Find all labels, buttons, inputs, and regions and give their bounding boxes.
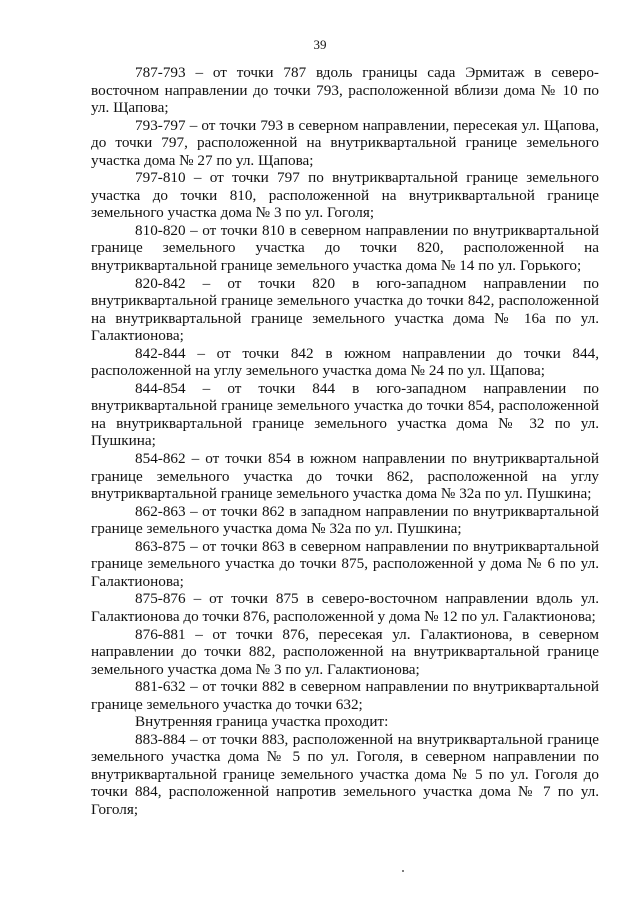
segment-810-820: 810-820 – от точки 810 в северном направлении по внутриквартальной границе земельного участка до точки 820, расположенной на внутриквартальной границе земельного участка дома № 14 по ул. Горького; <box>91 221 599 275</box>
segment-797-810: 797-810 – от точки 797 по внутриквартальной границе земельного участка до точки 810, расположенной на внутриквартальной границе земельного участка дома № 3 по ул. Гоголя; <box>91 169 599 222</box>
segment-875-876: 875-876 – от точки 875 в северо-восточном направлении вдоль ул. Галактионова до точки 876, расположенной у дома № 12 по ул. Галактионова; <box>91 590 599 625</box>
segment-842-844: 842-844 – от точки 842 в южном направлении до точки 844, расположенной на углу земельного участка дома № 24 по ул. Щапова; <box>91 344 599 380</box>
page-number: 39 <box>313 37 327 52</box>
segment-883-884: 883-884 – от точки 883, расположенной на внутриквартальной границе земельного участка дома № 5 по ул. Гоголя, в северном направлении по внутриквартальной границе земельного участка дома № 5 по ул. Гоголя до точки 884, расположенной напротив земельного участка дома № 7 по ул. Гоголя; <box>91 730 599 818</box>
segment-881-632: 881-632 – от точки 882 в северном направлении по внутриквартальной границе земельного участка до точки 632; <box>91 678 599 713</box>
scan-speck <box>402 870 404 872</box>
segment-854-862: 854-862 – от точки 854 в южном направлении по внутриквартальной границе земельного участка до точки 862, расположенной на углу внутриквартальной границе земельного участка дома № 32а по ул. Пушкина; <box>91 450 599 503</box>
segment-862-863: 862-863 – от точки 862 в западном направлении по внутриквартальной границе земельного участка дома № 32а по ул. Пушкина; <box>91 502 599 538</box>
segment-793-797: 793-797 – от точки 793 в северном направлении, пересекая ул. Щапова, до точки 797, расположенной на внутриквартальной границе земельного участка дома № 27 по ул. Щапова; <box>91 116 599 169</box>
segment-820-842: 820-842 – от точки 820 в юго-западном направлении по внутриквартальной границе земельного участка до точки 842, расположенной на внутриквартальной границе земельного участка дома № 16а по ул. Галактионова; <box>91 274 599 345</box>
segment-863-875: 863-875 – от точки 863 в северном направлении по внутриквартальной границе земельного участка до точки 875, расположенной у дома № 6 по ул. Галактионова; <box>91 537 599 590</box>
segment-787-793: 787-793 – от точки 787 вдоль границы сада Эрмитаж в северо-восточном направлении до точки 793, расположенной вблизи дома № 10 по ул. Щапова; <box>91 64 599 117</box>
document-body <box>91 64 599 819</box>
segment-876-881: 876-881 – от точки 876, пересекая ул. Галактионова, в северном направлении до точки 882, расположенной на внутриквартальной границе земельного участка дома № 3 по ул. Галактионова; <box>91 625 599 678</box>
segment-844-854: 844-854 – от точки 844 в юго-западном направлении по внутриквартальной границе земельного участка до точки 854, расположенной на внутриквартальной границе земельного участка дома № 32 по ул. Пушкина; <box>91 379 599 450</box>
inner-boundary-heading: Внутренняя граница участка проходит: <box>135 713 389 731</box>
